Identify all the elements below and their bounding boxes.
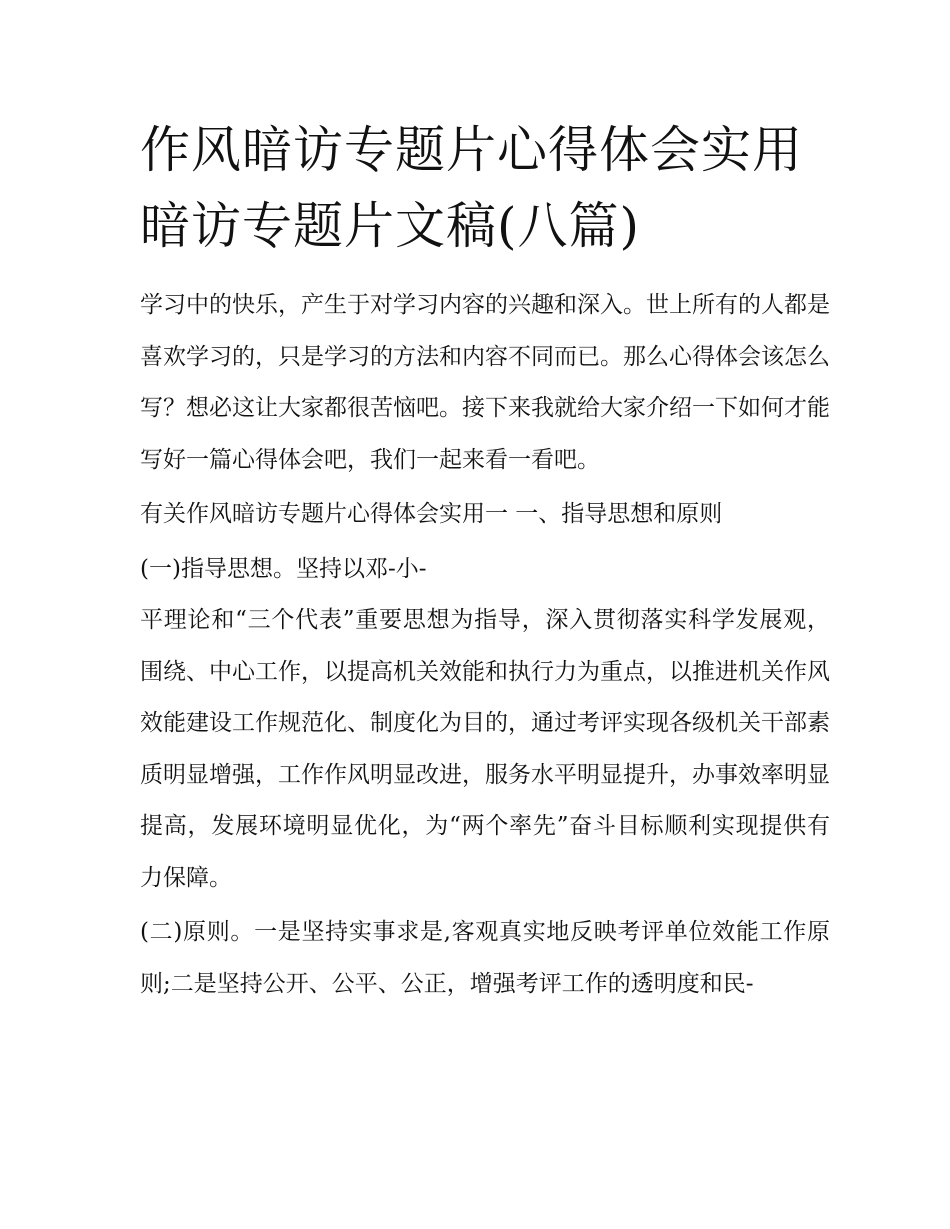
paragraph-principles: (二)原则。一是坚持实事求是,客观真实地反映考评单位效能工作原则;二是坚持公开、公平、公正，增强考评工作的透明度和民- (140, 919, 830, 997)
title-line-1: 作风暗访专题片心得体会实用 (140, 121, 803, 179)
title-line-2: 暗访专题片文稿(八篇) (140, 197, 641, 255)
document-title (140, 112, 820, 264)
document-body (140, 280, 830, 1013)
paragraph-section-heading: 有关作风暗访专题片心得体会实用一 一、指导思想和原则 (140, 501, 723, 527)
paragraph-guiding-thought-heading: (一)指导思想。坚持以邓-小- (140, 555, 427, 582)
paragraph-intro: 学习中的快乐，产生于对学习内容的兴趣和深入。世上所有的人都是喜欢学习的，只是学习的方法和内容不同而已。那么心得体会该怎么写？想必这让大家都很苦恼吧。接下来我就给大家介绍一下如何才能写好一篇心得体会吧，我们一起来看一看吧。 (140, 292, 830, 473)
paragraph-guiding-thought: 平理论和“三个代表”重要思想为指导，深入贯彻落实科学发展观，围绕、中心工作，以提高机关效能和执行力为重点，以推进机关作风效能建设工作规范化、制度化为目的，通过考评实现各级机关干部素质明显增强，工作作风明显改进，服务水平明显提升，办事效率明显提高，发展环境明显优化，为“两个率先”奋斗目标顺利实现提供有力保障。 (140, 607, 830, 891)
